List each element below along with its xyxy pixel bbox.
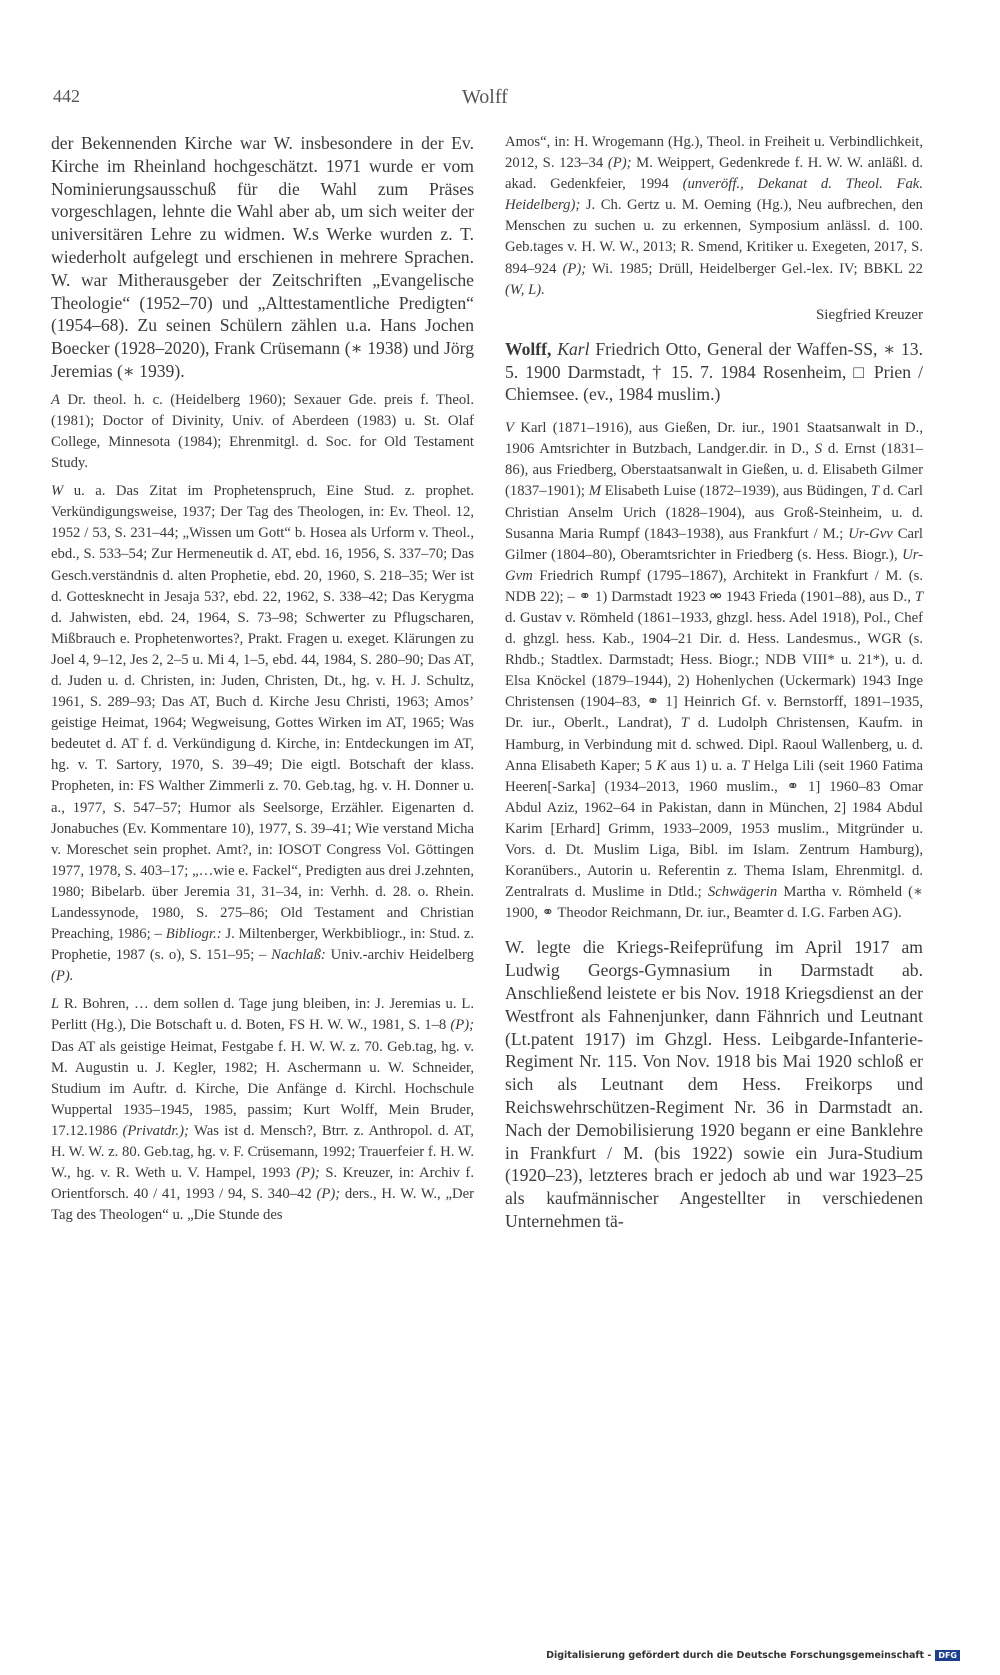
literature-note: (Privatdr.); <box>117 1122 189 1139</box>
works-section <box>51 481 474 987</box>
entry-header-text: Friedrich Otto, General der Waffen-SS, ∗ 13. 5. 1900 Darmstadt, † 15. 7. 1984 Rosenheim, □ Prien / Chiemsee. (ev., 1984 muslim.) <box>505 338 923 405</box>
literature-text: M. Weippert, Gedenkrede f. H. W. W. anläßl. d. akad. Gedenkfeier, 1994 <box>505 155 923 193</box>
genealogy-abbrev: Ur-Gvm <box>505 546 924 584</box>
genealogy-section <box>505 418 923 924</box>
literature-section <box>51 994 474 1226</box>
biography-paragraph: W. legte die Kriegs-Reifeprüfung im April 1917 am Ludwig Georgs-Gymnasium in Darmstadt ab. Anschließend leistete er bis Nov. 1918 Kriegsdienst an der Westfront als Fahnenjunker, dann Fähnrich und Leutnant (Lt.patent 1917) im Ghzgl. Hess. Leibgarde-Infanterie-Regiment Nr. 115. Von Nov. 1918 bis Mai 1920 schloß er sich als Leutnant dem Hess. Freikorps und Reichswehrschützen-Regiment Nr. 36 in Darmstadt an. Nach der Demobilisierung 1920 begann er eine Banklehre in Frankfurt / M. (bis 1922) sowie ein Jura-Studium (1920–23), letzteres brach er jedoch ab und war 1923–25 als kaufmännischer Angestellter in verschiedenen Unternehmen tä- <box>505 937 923 1231</box>
bibliography-text: J. Miltenberger, Werkbibliogr., in: Stud. z. Prophetie, 1987 (s. o), S. 151–95; – <box>51 926 475 964</box>
entry-header <box>505 338 923 406</box>
genealogy-abbrev: Schwägerin <box>701 884 778 901</box>
genealogy-text: Elisabeth Luise (1872–1939), aus Büdingen, <box>601 483 868 500</box>
literature-note: (W, L). <box>505 281 545 298</box>
literature-text: Das AT als geistige Heimat, Festgabe f. H. W. W. z. 70. Geb.tag, hg. v. M. Augustin u. J. Kegler, 1982; H. Aschermann u. W. Schneider, Studium im Auftr. d. Kirche, Die Anfänge d. Kirchl. Hochschule Wuppertal 1935–1945, 1985, passim; Kurt Wolff, Mein Bruder, 17.12.1986 <box>51 1038 474 1139</box>
genealogy-text: Martha v. Römheld (∗ 1900, ⚭ Theodor Reichmann, Dr. iur., Beamter d. I.G. Farben AG). <box>505 884 923 922</box>
genealogy-text: d. Ernst (1831–86), aus Friedberg, Oberstaatsanwalt in Gießen, u. d. Elisabeth Gilmer (1837–1901); <box>505 441 924 500</box>
running-head: Wolff <box>462 86 508 108</box>
genealogy-text: d. Carl Christian Anselm Urich (1828–1904), aus Groß-Steinheim, u. d. Susanna Maria Rumpf (1843–1938), aus Frankfurt / M.; <box>505 483 923 542</box>
genealogy-text: d. Ludolph Christensen, Kaufm. in Hamburg, in Verbindung mit d. schwed. Dipl. Raoul Wallenberg, u. d. Anna Elisabeth Kaper; 5 <box>505 715 923 774</box>
genealogy-text: d. Gustav v. Römheld (1861–1933, ghzgl. hess. Adel 1918), Pol., Chef d. ghzgl. hess. Kab., 1904–21 Dir. d. Hess. Landesmus., WGR (s. Rhdb.; Stadtlex. Darmstadt; Hess. Biogr.; NDB VIII* u. 21*), u. d. Elsa Knöckel (1879–1944), 2) Hohenlychen (Uckermark) 1943 Inge Christensen (1904–83, ⚭ 1] Heinrich Gf. v. Bernstorff, 1891–1935, Dr. iur., Oberlt., Landrat), <box>505 609 923 732</box>
literature-text: R. Bohren, … dem sollen d. Tage jung bleiben, in: J. Jeremias u. L. Perlitt (Hg.), Die Botschaft u. d. Boten, FS H. W. W., 1981, S. 1–8 <box>51 996 474 1034</box>
awards-text: Dr. theol. h. c. (Heidelberg 1960); Sexauer Gde. preis f. Theol. (1981); Doctor of Divinity, Univ. of Aberdeen (1983) u. St. Olaf College, Minnesota (1984); Ehrenmitgl. d. Soc. for Old Testament Study. <box>51 391 474 472</box>
genealogy-abbrev: M <box>584 483 601 500</box>
genealogy-abbrev: S <box>809 441 823 458</box>
genealogy-text: Karl (1871–1916), aus Gießen, Dr. iur., 1901 Staatsanwalt in D., 1906 Amtsrichter in Butzbach, Landger.dir. in D., <box>505 420 923 458</box>
left-column <box>51 132 474 1226</box>
nachlass-tail: (P). <box>51 968 74 985</box>
literature-note: (P); <box>556 260 587 277</box>
literature-note: (P); <box>290 1165 320 1182</box>
biography-paragraph: der Bekennenden Kirche war W. insbesondere in der Ev. Kirche im Rheinland hochgeschätzt. 1971 wurde er vom Nominierungsausschuß für die Wahl zum Präses vorgeschlagen, lehnte die Wahl aber ab, um sich weiter der universitären Lehre zu widmen. W.s Werke wurden z. T. wiederholt aufgelegt und erschienen in mehrere Sprachen. W. war Mitherausgeber der Zeitschriften „Evangelische Theologie“ (1952–70) und „Alttestamentliche Predigten“ (1954–68). Zu seinen Schülern zählen u.a. Hans Jochen Boecker (1928–2020), Frank Crüsemann (∗ 1938) und Jörg Jeremias (∗ 1939). <box>51 133 474 381</box>
literature-text: Was ist d. Mensch?, Btrr. z. Anthropol. d. AT, H. W. W. z. 80. Geb.tag, hg. v. F. Crüsemann, 1992; Trauerfeier f. H. W. W., hg. v. R. Weth u. V. Hampel, 1993 <box>51 1122 474 1182</box>
literature-note: (unveröff., Dekanat d. Theol. Fak. Heidelberg); <box>505 176 923 214</box>
genealogy-abbrev: T <box>867 483 880 500</box>
genealogy-abbrev: Ur-Gvv <box>843 525 893 542</box>
genealogy-text: aus 1) u. a. <box>666 757 737 774</box>
awards-section <box>51 390 474 474</box>
literature-text: Wi. 1985; Drüll, Heidelberger Gel.-lex. IV; BBKL 22 <box>586 260 923 277</box>
works-text: u. a. Das Zitat im Prophetenspruch, Eine Stud. z. prophet. Verkündigungsweise, 1937; Der Tag des Theologen, in: Ev. Theol. 12, 1952 / 53, S. 231–44; „Wissen um Gott“ b. Hosea als Urform v. Theol., ebd., S. 533–54; Zur Hermeneutik d. AT, ebd. 16, 1956, S. 337–70; Das Gesch.verständnis d. alten Prophetie, ebd. 20, 1960, S. 218–35; Wer ist d. Gottesknecht in Jesaja 53?, ebd. 22, 1962, S. 338–42; Das Kerygma d. Jahwisten, ebd. 24, 1964, S. 73–98; Schwerter zu Pflugscharen, Mißbrauch e. Prophetenwortes?, Prakt. Fragen u. exeget. Klärungen zu Joel 4, 9–12, Jes 2, 2–5 u. Mi 4, 1–5, ebd. 44, 1984, S. 280–90; Das AT, d. Juden u. d. Christen, in: Juden, Christen, Dt., hg. v. H. J. Schultz, 1961, S. 289–93; Das AT, Buch d. Kirche Jesu Christi, 1963; Amos’ geistige Heimat, 1964; Wegweisung, Gottes Wirken im AT, 1965; Was bedeutet d. AT f. d. Verkündigung d. Kirche, in: Entdeckungen im AT, hg. v. T. Sartory, 1970, S. 39–49; Die eigtl. Botschaft der klass. Propheten, in: FS Walther Zimmerli z. 70. Geb.tag, hg. v. H. Donner u. a., 1977, S. 547–57; Humor als Seelsorge, Erzähler. Eigenarten d. Jonabuches (Ev. Kommentare 10), 1977, S. 39–41; Wie verstand Micha v. Moreschet sein prophet. Amt?, in: IOSOT Congress Vol. Göttingen 1977, 1978, S. 403–17; „…wie e. Fackel“, Predigten aus drei J.zehnten, 1980; Bibelarb. über Jeremia 31, 31–34, in: Verhh. d. 28. o. Rhein. Landessynode, 1980, S. 275–86; Old Testament and Christian Preaching, 1986; – <box>51 483 474 943</box>
genealogy-text: Carl Gilmer (1804–80), Oberamtsrichter in Friedberg (s. Hess. Biogr.), <box>505 525 923 563</box>
works-label: W <box>51 483 64 500</box>
literature-label: L <box>51 996 60 1013</box>
awards-label: A <box>51 391 60 408</box>
genealogy-abbrev: T <box>671 715 689 732</box>
genealogy-text: Helga Lili (seit 1960 Fatima Heeren[-Sarka] (1934–2013, 1960 muslim., ⚭ 1] 1960–83 Omar Abdul Aziz, 1962–64 in Pakistan, dann in München, 2] 1984 Abdul Karim [Erhard] Grimm, 1933–2009, 1953 muslim., Mitgründer u. Vors. d. Dt. Muslim Liga, Bibl. im Islam. Zentrum Hamburg), Koranübers., Autorin u. Referentin z. Thema Islam, Ehrenmitgl. d. Zentralrats d. Muslime in Dtld.; <box>505 757 923 901</box>
literature-text: S. Kreuzer, in: Archiv f. Orientforsch. 40 / 41, 1993 / 94, S. 340–42 <box>51 1165 474 1203</box>
footer-text: Digitalisierung gefördert durch die Deutsche Forschungsgemeinschaft - <box>546 1650 932 1661</box>
genealogy-label: V <box>505 420 514 437</box>
literature-text: Amos“, in: H. Wrogemann (Hg.), Theol. in Freiheit u. Verbindlichkeit, 2012, S. 123–34 <box>505 134 923 172</box>
entry-headword: Wolff, <box>505 338 552 359</box>
author-signature: Siegfried Kreuzer <box>815 306 923 323</box>
genealogy-abbrev: K <box>651 757 667 774</box>
right-column <box>505 132 923 1233</box>
literature-note: (P); <box>446 1017 474 1034</box>
digitization-credit <box>546 1650 960 1661</box>
entry-firstname: Karl <box>551 338 590 359</box>
literature-text: J. Ch. Gertz u. M. Oeming (Hg.), Neu aufbrechen, den Menschen zu suchen u. zu erkennen, Symposium anlässl. d. 100. Geb.tages v. H. W. W., 2013; R. Smend, Kritiker u. Exegeten, 2017, S. 894–924 <box>505 197 923 277</box>
dfg-logo: DFG <box>935 1650 960 1661</box>
nachlass-text: Univ.-archiv Heidelberg <box>325 947 475 964</box>
bibliography-label: Bibliogr.: <box>165 926 222 943</box>
literature-continuation <box>505 132 923 301</box>
literature-note: (P); <box>311 1186 341 1203</box>
genealogy-abbrev: T <box>910 588 923 605</box>
page-number: 442 <box>53 86 80 106</box>
literature-note: (P); <box>603 155 632 172</box>
genealogy-text: Friedrich Rumpf (1795–1867), Architekt in Frankfurt / M. (s. NDB 22); – ⚭ 1) Darmstadt 1923 ⚮ 1943 Frieda (1901–88), aus D., <box>505 567 923 605</box>
genealogy-abbrev: T <box>736 757 750 774</box>
nachlass-label: Nachlaß: <box>271 947 326 964</box>
literature-text: ders., H. W. W., „Der Tag des Theologen“ u. „Die Stunde des <box>51 1186 474 1224</box>
